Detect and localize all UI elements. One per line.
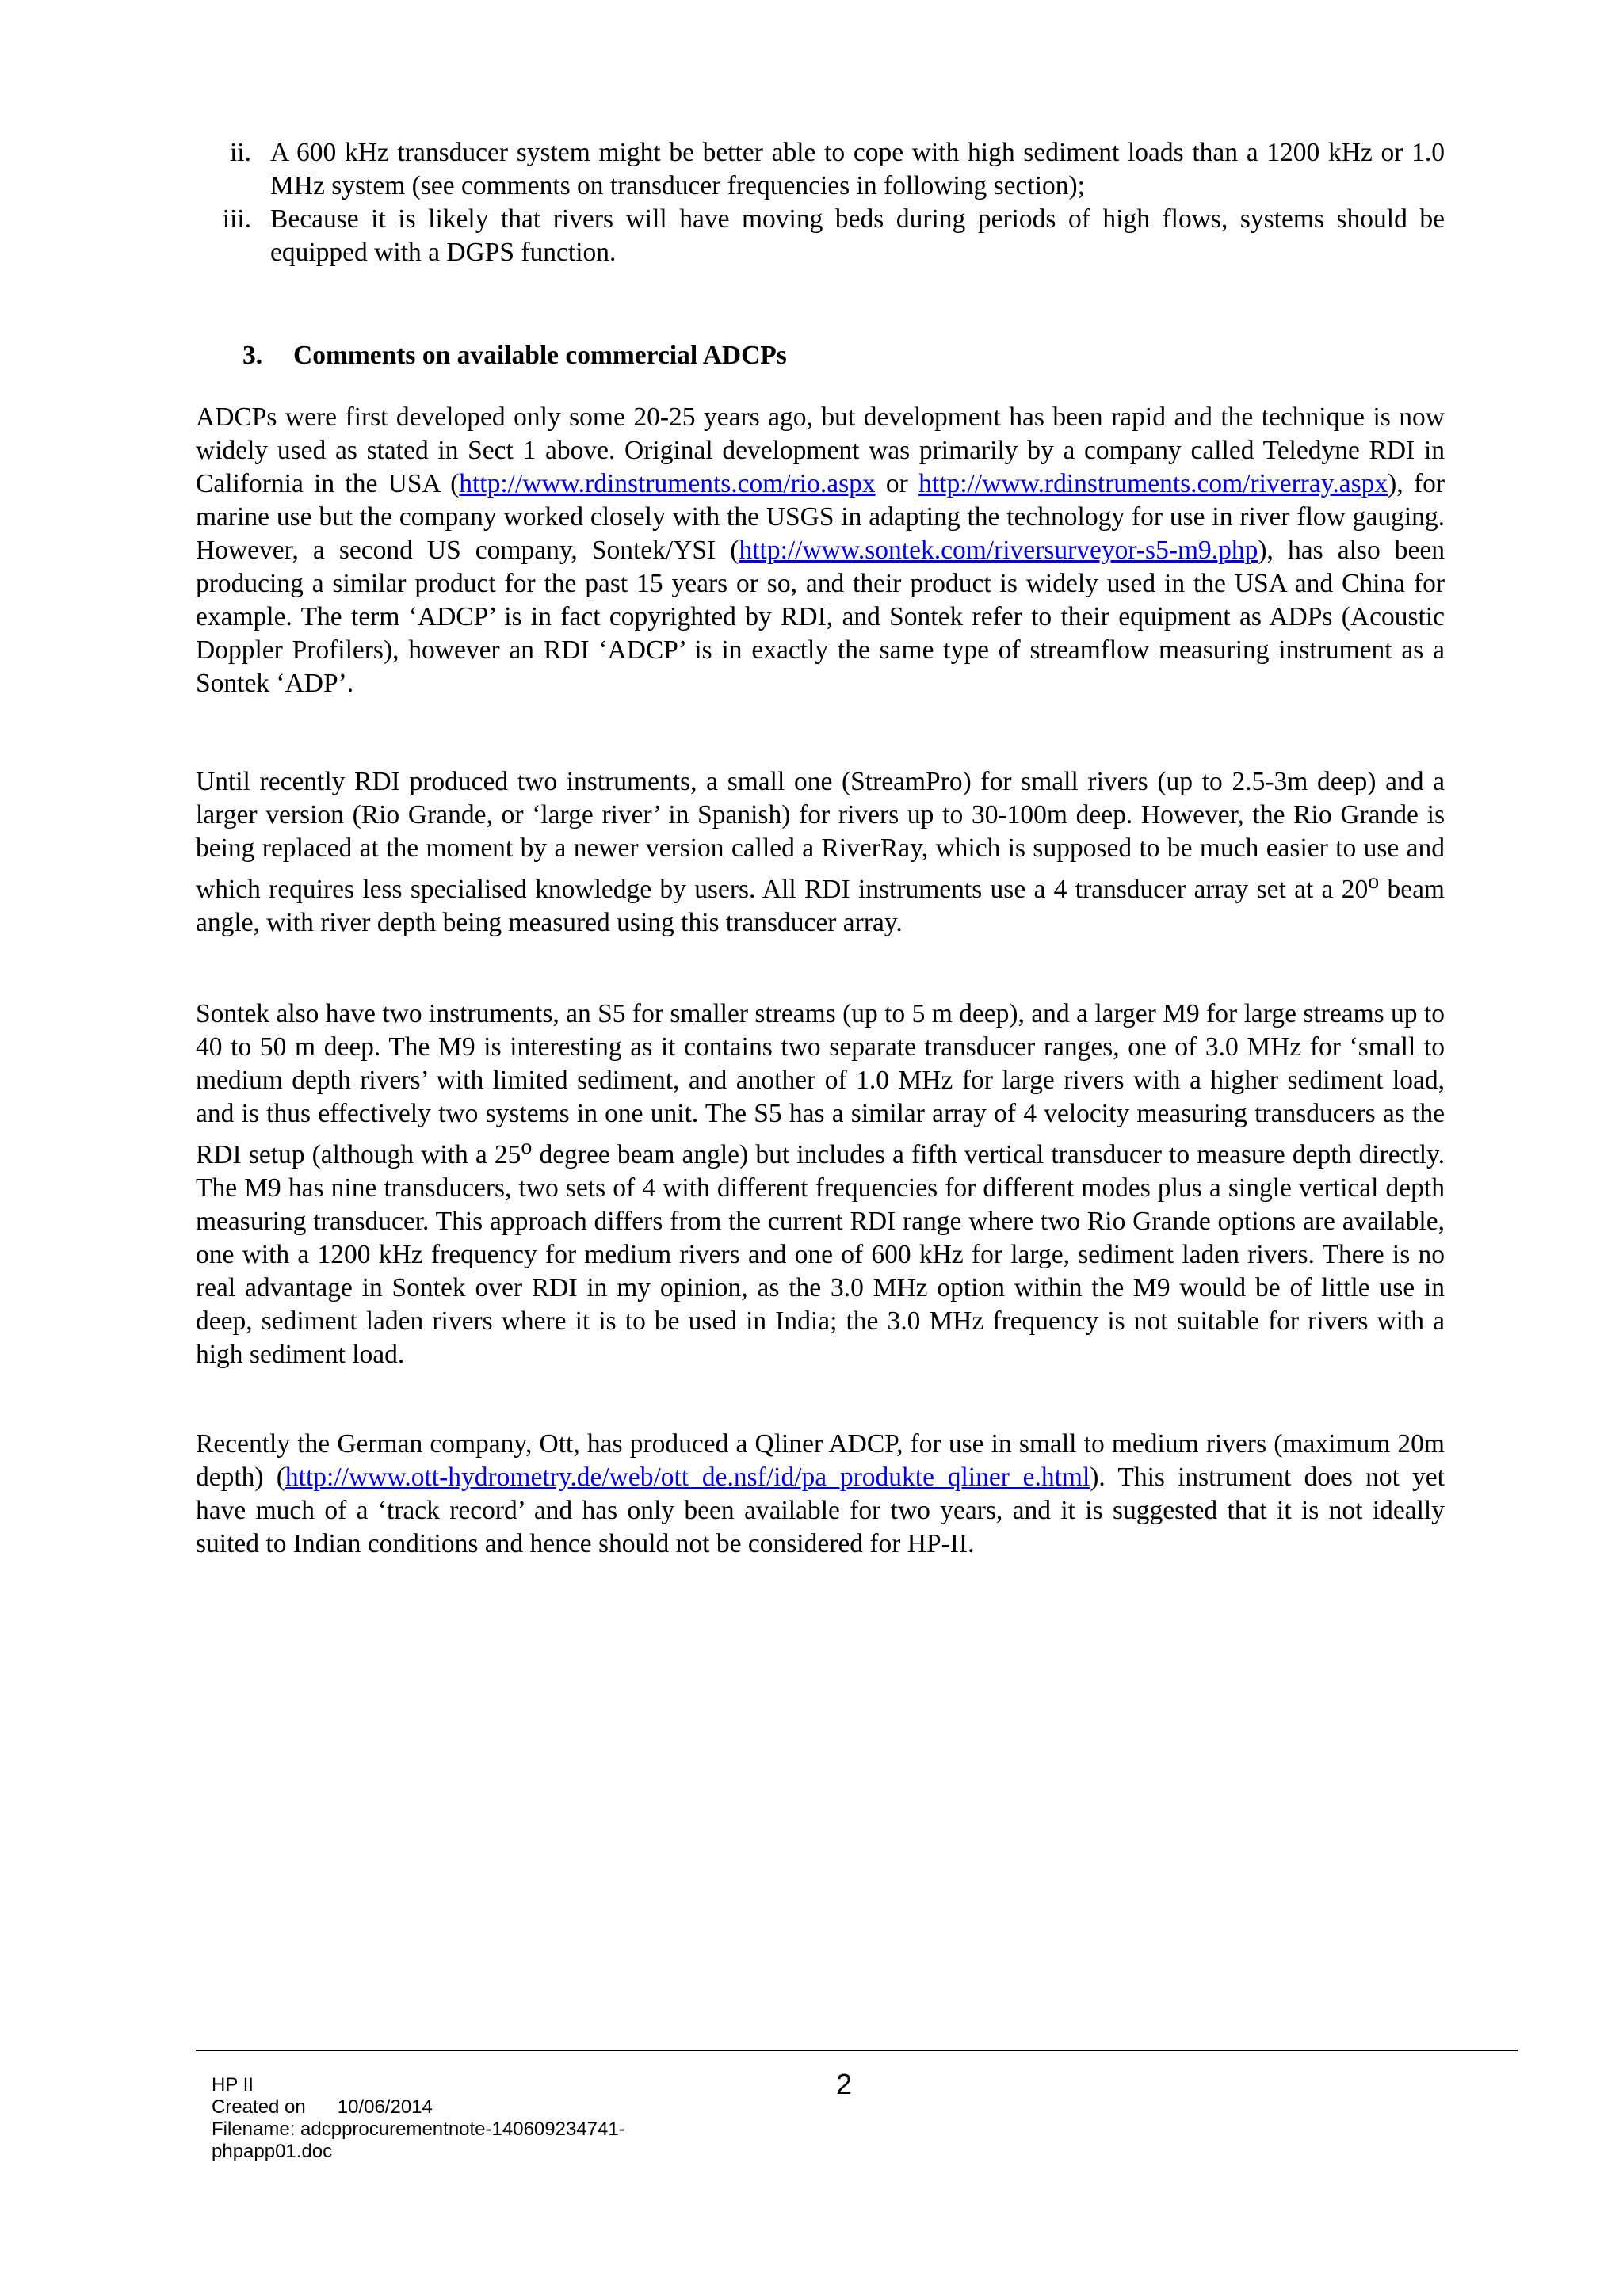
degree-superscript: o (1368, 869, 1380, 894)
footer-created (212, 2096, 625, 2119)
footer (212, 2074, 625, 2163)
footer-filename-line1: Filename: adcpprocurementnote-140609234741- (212, 2119, 625, 2140)
degree-superscript: o (521, 1135, 533, 1159)
paragraph-text: or (875, 469, 919, 498)
section-heading (242, 339, 787, 372)
section-title: Comments on available commercial ADCPs (293, 341, 787, 370)
paragraph-text: ). This instrument does not yet have much of a ‘track record’ and has only been available for two years, and it is suggested that it is not ideally suited to Indian conditions and hence should not be considered for HP-II. (196, 1463, 1445, 1558)
paragraph-text: degree beam angle) but includes a fifth vertical transducer to measure depth directly. The M9 has nine transducers, two sets of 4 with different frequencies for different modes plus a single vertical depth measuring transducer. This approach differs from the current RDI range where two Rio Grande options are available, one with a 1200 kHz frequency for medium rivers and one of 600 kHz for large, sediment laden rivers. There is no real advantage in Sontek over RDI in my opinion, as the 3.0 MHz option within the M9 would be of little use in deep, sediment laden rivers where it is to be used in India; the 3.0 MHz frequency is not suitable for rivers with a high sediment load. (196, 1140, 1445, 1370)
paragraph-sontek-instruments (196, 997, 1445, 1371)
list-item-text: Because it is likely that rivers will have moving beds during periods of high flows, systems should be equipped with a DGPS function. (270, 204, 1445, 267)
list-item-number: iii. (222, 204, 251, 234)
rdi-rio-link[interactable]: http://www.rdinstruments.com/rio.aspx (459, 469, 876, 498)
paragraph-text: ADCPs were first developed only some 20-25 years ago, but development has been rapid and the technique is now widely used as stated in Sect 1 above. Original development was primarily by a company called Teledyne RDI in California in the USA ( (196, 402, 1445, 498)
footer-created-label: Created on (212, 2096, 306, 2118)
section-number: 3. (242, 341, 263, 370)
paragraph-rdi-instruments (196, 765, 1445, 940)
paragraph-text: Recently the German company, Ott, has produced a Qliner ADCP, for use in small to medium rivers (maximum 20m depth) ( (196, 1429, 1445, 1492)
paragraph-text: ), for marine use but the company worked closely with the USGS in adapting the technology for use in river flow gauging. However, a second US company, Sontek/YSI ( (196, 469, 1445, 565)
paragraph-rdi-sontek (196, 401, 1445, 700)
footer-filename-line2: phpapp01.doc (212, 2141, 333, 2162)
list-item (196, 203, 1445, 269)
rdi-riverray-link[interactable]: http://www.rdinstruments.com/riverray.aspx (918, 469, 1388, 498)
paragraph-text: ), has also been producing a similar product for the past 15 years or so, and their product is widely used in the USA and China for example. The term ‘ADCP’ is in fact copyrighted by RDI, and Sontek refer to their equipment as ADPs (Acoustic Doppler Profilers), however an RDI ‘ADCP’ is in exactly the same type of streamflow measuring instrument as a Sontek ‘ADP’. (196, 536, 1445, 698)
numbered-list (196, 136, 1445, 269)
paragraph-text: Sontek also have two instruments, an S5 for smaller streams (up to 5 m deep), and a larger M9 for large streams up to 40 to 50 m deep. The M9 is interesting as it contains two separate transducer ranges, one of 3.0 MHz for ‘small to medium depth rivers’ with limited sediment, and another of 1.0 MHz for large rivers with a higher sediment load, and is thus effectively two systems in one unit. The S5 has a similar array of 4 velocity measuring transducers as the RDI setup (although with a 25 (196, 999, 1445, 1170)
footer-project: HP II (212, 2074, 254, 2096)
list-item-text: A 600 kHz transducer system might be better able to cope with high sediment loads than a 1200 kHz or 1.0 MHz system (see comments on transducer frequencies in following section); (270, 138, 1445, 200)
page-number: 2 (836, 2068, 853, 2100)
footer-divider (196, 2050, 1518, 2051)
paragraph-ott-qliner (196, 1428, 1445, 1561)
sontek-link[interactable]: http://www.sontek.com/riversurveyor-s5-m9.php (739, 536, 1258, 565)
list-item-number: ii. (230, 138, 251, 167)
ott-qliner-link[interactable]: http://www.ott-hydrometry.de/web/ott_de.nsf/id/pa_produkte_qliner_e.html (285, 1463, 1090, 1492)
paragraph-text: beam angle, with river depth being measured using this transducer array. (196, 875, 1445, 938)
list-item (196, 136, 1445, 203)
paragraph-text: Until recently RDI produced two instruments, a small one (StreamPro) for small rivers (up to 2.5-3m deep) and a larger version (Rio Grande, or ‘large river’ in Spanish) for rivers up to 30-100m deep. However, the Rio Grande is being replaced at the moment by a newer version called a RiverRay, which is supposed to be much easier to use and which requires less specialised knowledge by users. All RDI instruments use a 4 transducer array set at a 20 (196, 767, 1445, 905)
footer-created-date: 10/06/2014 (337, 2096, 433, 2118)
